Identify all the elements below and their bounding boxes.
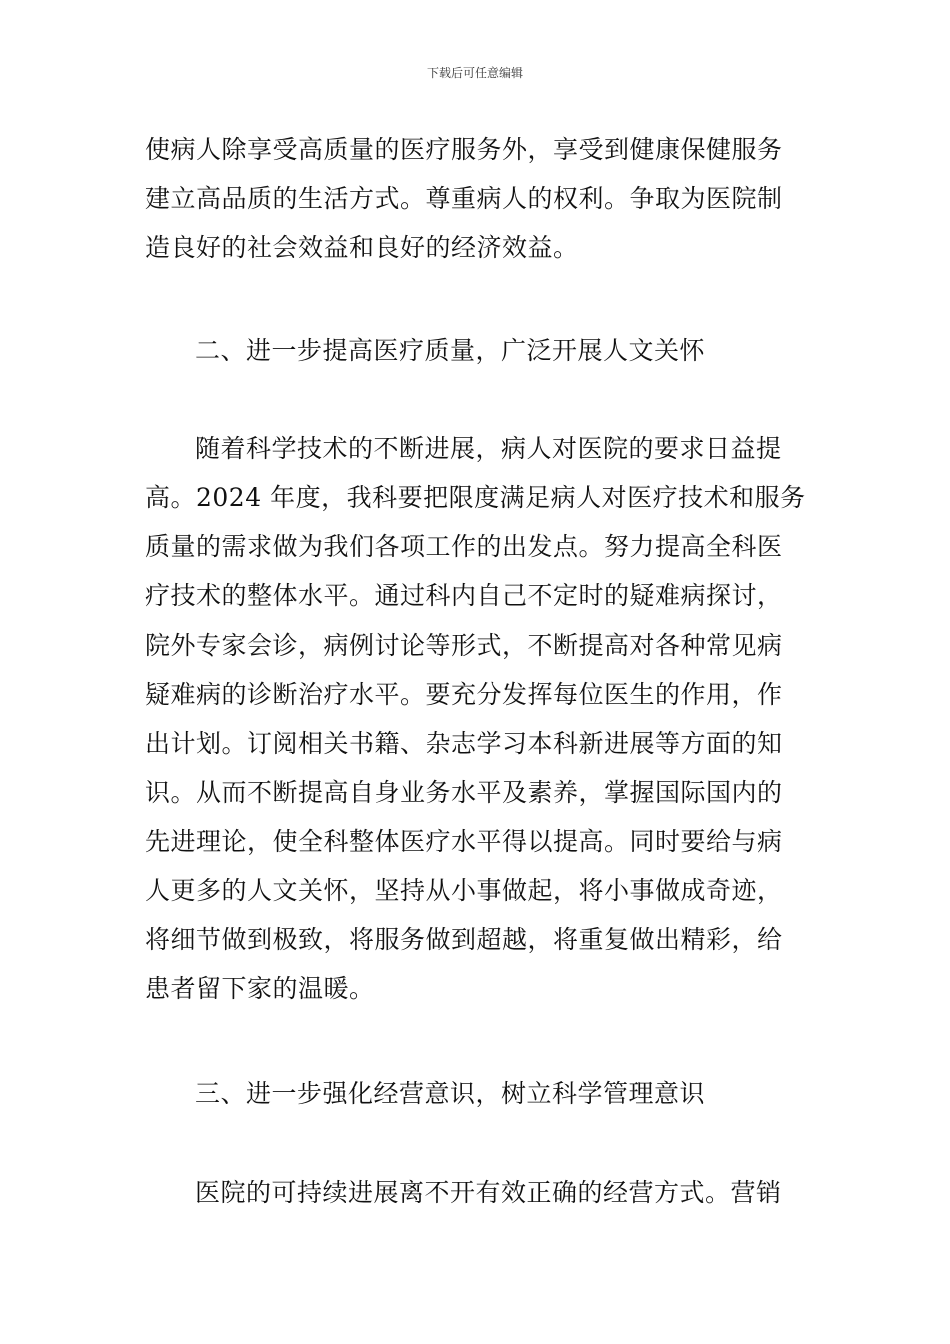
paragraph-line: 人更多的人文关怀，坚持从小事做起，将小事做成奇迹， [145, 876, 783, 905]
page-header: 下载后可任意编辑 [426, 66, 523, 80]
section-heading: 二、进一步提高医疗质量，广泛开展人文关怀 [195, 336, 706, 365]
paragraph-line: 出计划。订阅相关书籍、杂志学习本科新进展等方面的知 [145, 729, 783, 758]
paragraph-line: 建立高品质的生活方式。尊重病人的权利。争取为医院制 [145, 184, 783, 213]
paragraph-line: 识。从而不断提高自身业务水平及素养，掌握国际国内的 [145, 778, 783, 807]
paragraph-line: 质量的需求做为我们各项工作的出发点。努力提高全科医 [145, 532, 783, 561]
paragraph-line: 先进理论，使全科整体医疗水平得以提高。同时要给与病 [145, 827, 783, 856]
paragraph-line: 将细节做到极致，将服务做到超越，将重复做出精彩，给 [145, 925, 783, 954]
paragraph-line: 疑难病的诊断治疗水平。要充分发挥每位医生的作用，作 [145, 680, 783, 709]
paragraph-line: 医院的可持续进展离不开有效正确的经营方式。营销 [195, 1178, 782, 1207]
paragraph-line: 院外专家会诊，病例讨论等形式，不断提高对各种常见病 [145, 631, 783, 660]
paragraph-line: 随着科学技术的不断进展，病人对医院的要求日益提 [195, 434, 782, 463]
paragraph-line: 高。2024 年度，我科要把限度满足病人对医疗技术和服务 [145, 483, 806, 512]
section-heading: 三、进一步强化经营意识，树立科学管理意识 [195, 1079, 706, 1108]
paragraph-line: 使病人除享受高质量的医疗服务外，享受到健康保健服务 [145, 135, 783, 164]
paragraph-line: 患者留下家的温暖。 [145, 974, 375, 1003]
paragraph-line: 造良好的社会效益和良好的经济效益。 [145, 233, 579, 262]
paragraph-line: 疗技术的整体水平。通过科内自己不定时的疑难病探讨， [145, 581, 783, 610]
